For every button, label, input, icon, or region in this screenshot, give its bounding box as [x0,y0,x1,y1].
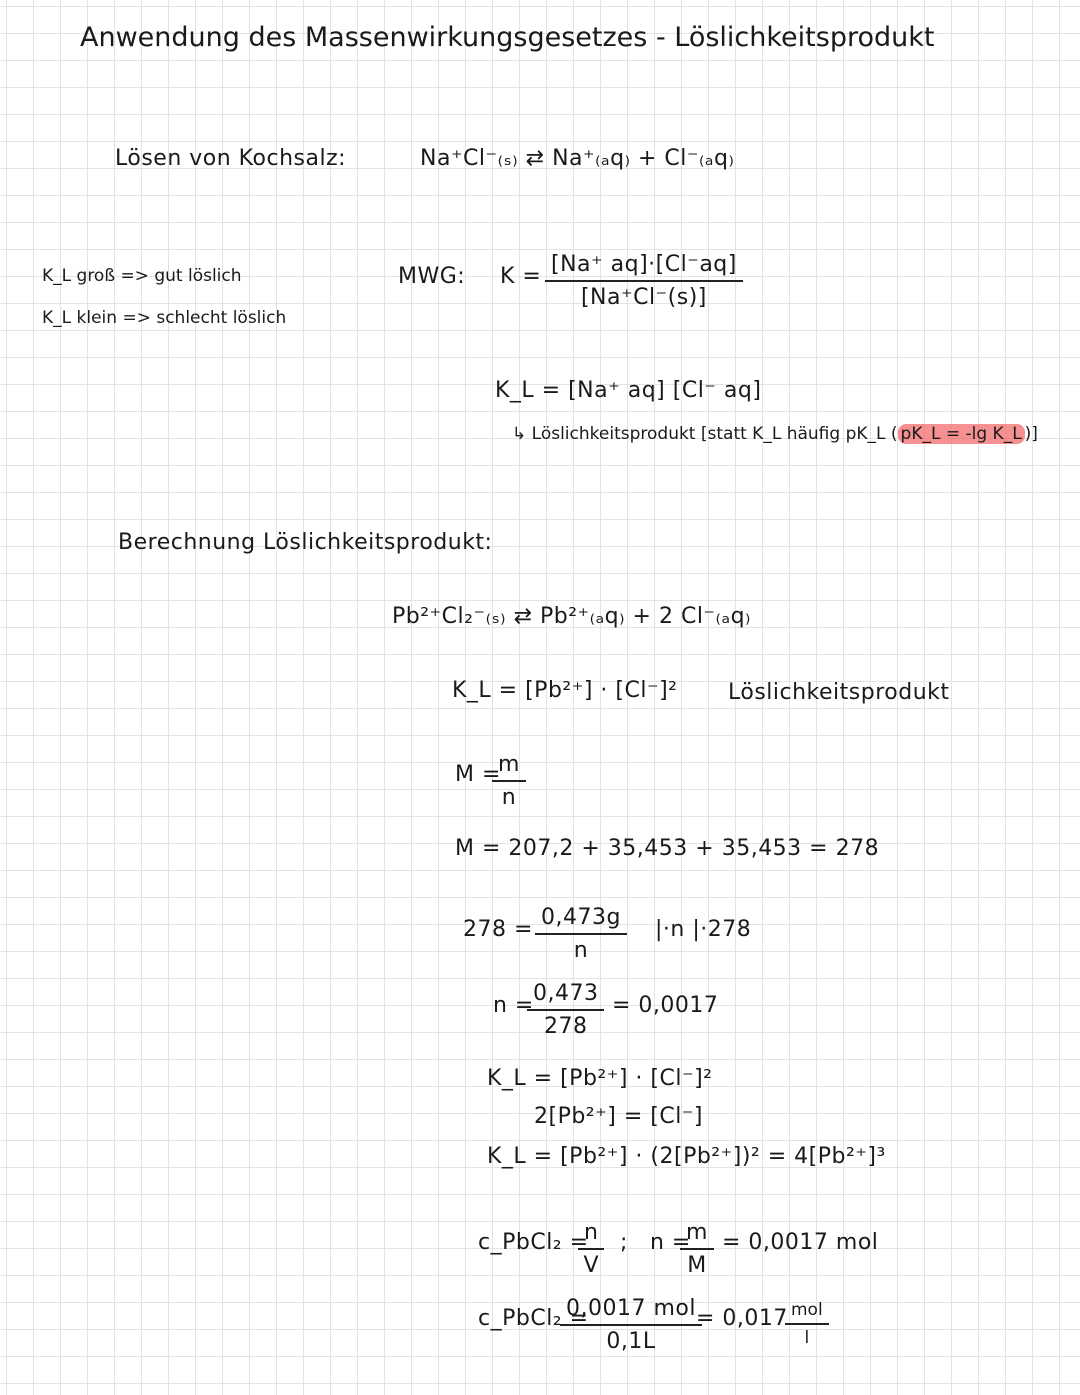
molar-numerator: m [492,752,526,782]
c-n-lhs: n = [650,1230,691,1255]
c2-numerator: 0,0017 mol [560,1296,702,1326]
kl-note-prefix: ↳ Löslichkeitsprodukt [statt K_L häufig pK_L ( [512,424,898,444]
c-n-fraction [680,1220,714,1278]
k-numerator: [Na⁺ aq]·[Cl⁻aq] [545,252,743,282]
molar-lhs: M = [455,762,501,787]
k-lhs: K = [500,264,542,289]
kl-equation-pbcl2: K_L = [Pb²⁺] · [Cl⁻]² [452,678,678,703]
reaction-nacl: Na⁺Cl⁻₍ₛ₎ ⇄ Na⁺₍ₐq₎ + Cl⁻₍ₐq₎ [420,146,735,171]
c2-lhs: c_PbCl₂ = [478,1306,589,1331]
c2-denominator: 0,1L [606,1329,656,1354]
c2-fraction [560,1296,702,1354]
n-denominator: 278 [543,1014,588,1039]
reaction-pbcl2: Pb²⁺Cl₂⁻₍ₛ₎ ⇄ Pb²⁺₍ₐq₎ + 2 Cl⁻₍ₐq₎ [392,604,751,629]
c-denominator: V [583,1253,599,1278]
page-title: Anwendung des Massenwirkungsgesetzes - Löslichkeitsprodukt [80,22,935,53]
kl-equation-2: K_L = [Pb²⁺] · [Cl⁻]² [487,1066,713,1091]
k-denominator: [Na⁺Cl⁻(s)] [580,285,707,310]
c-n-denominator: M [687,1253,707,1278]
c-separator: ; [620,1230,628,1255]
kl-note [512,424,1038,444]
note-kl-gross: K_L groß => gut löslich [42,266,242,286]
k-fraction [545,252,743,310]
molar-fraction [492,752,526,810]
n-result: = 0,0017 [612,993,719,1018]
c2-unit-numerator: mol [785,1300,829,1325]
kl-equation-nacl: K_L = [Na⁺ aq] [Cl⁻ aq] [495,378,762,403]
c-numerator: n [578,1220,604,1250]
c-n-result: = 0,0017 mol [722,1230,879,1255]
kl-equation-3: K_L = [Pb²⁺] · (2[Pb²⁺])² = 4[Pb²⁺]³ [487,1144,886,1169]
note-kl-klein: K_L klein => schlecht löslich [42,308,287,328]
eq278-operations: |·n |·278 [655,917,752,942]
eq278-numerator: 0,473g [535,905,627,935]
n-lhs: n = [493,993,534,1018]
c2-result-unit [785,1300,829,1348]
kl-label: Löslichkeitsprodukt [728,680,950,705]
pkl-highlight: pK_L = -lg K_L [898,424,1025,444]
c2-result-value: = 0,017 [696,1306,788,1331]
eq278-denominator: n [573,938,589,963]
section-label-kochsalz: Lösen von Kochsalz: [115,146,347,171]
molar-mass-sum: M = 207,2 + 35,453 + 35,453 = 278 [455,836,880,861]
molar-denominator: n [501,785,517,810]
eq278-lhs: 278 = [463,917,533,942]
n-fraction [527,981,604,1039]
c2-unit-denominator: l [804,1328,810,1348]
c-fraction [578,1220,604,1278]
mwg-label: MWG: [398,264,466,289]
kl-note-suffix: )] [1024,424,1038,444]
c-n-numerator: m [680,1220,714,1250]
section-label-berechnung: Berechnung Löslichkeitsprodukt: [118,530,493,555]
eq278-fraction [535,905,627,963]
c-lhs: c_PbCl₂ = [478,1230,589,1255]
n-numerator: 0,473 [527,981,604,1011]
concentration-relation: 2[Pb²⁺] = [Cl⁻] [534,1104,703,1129]
